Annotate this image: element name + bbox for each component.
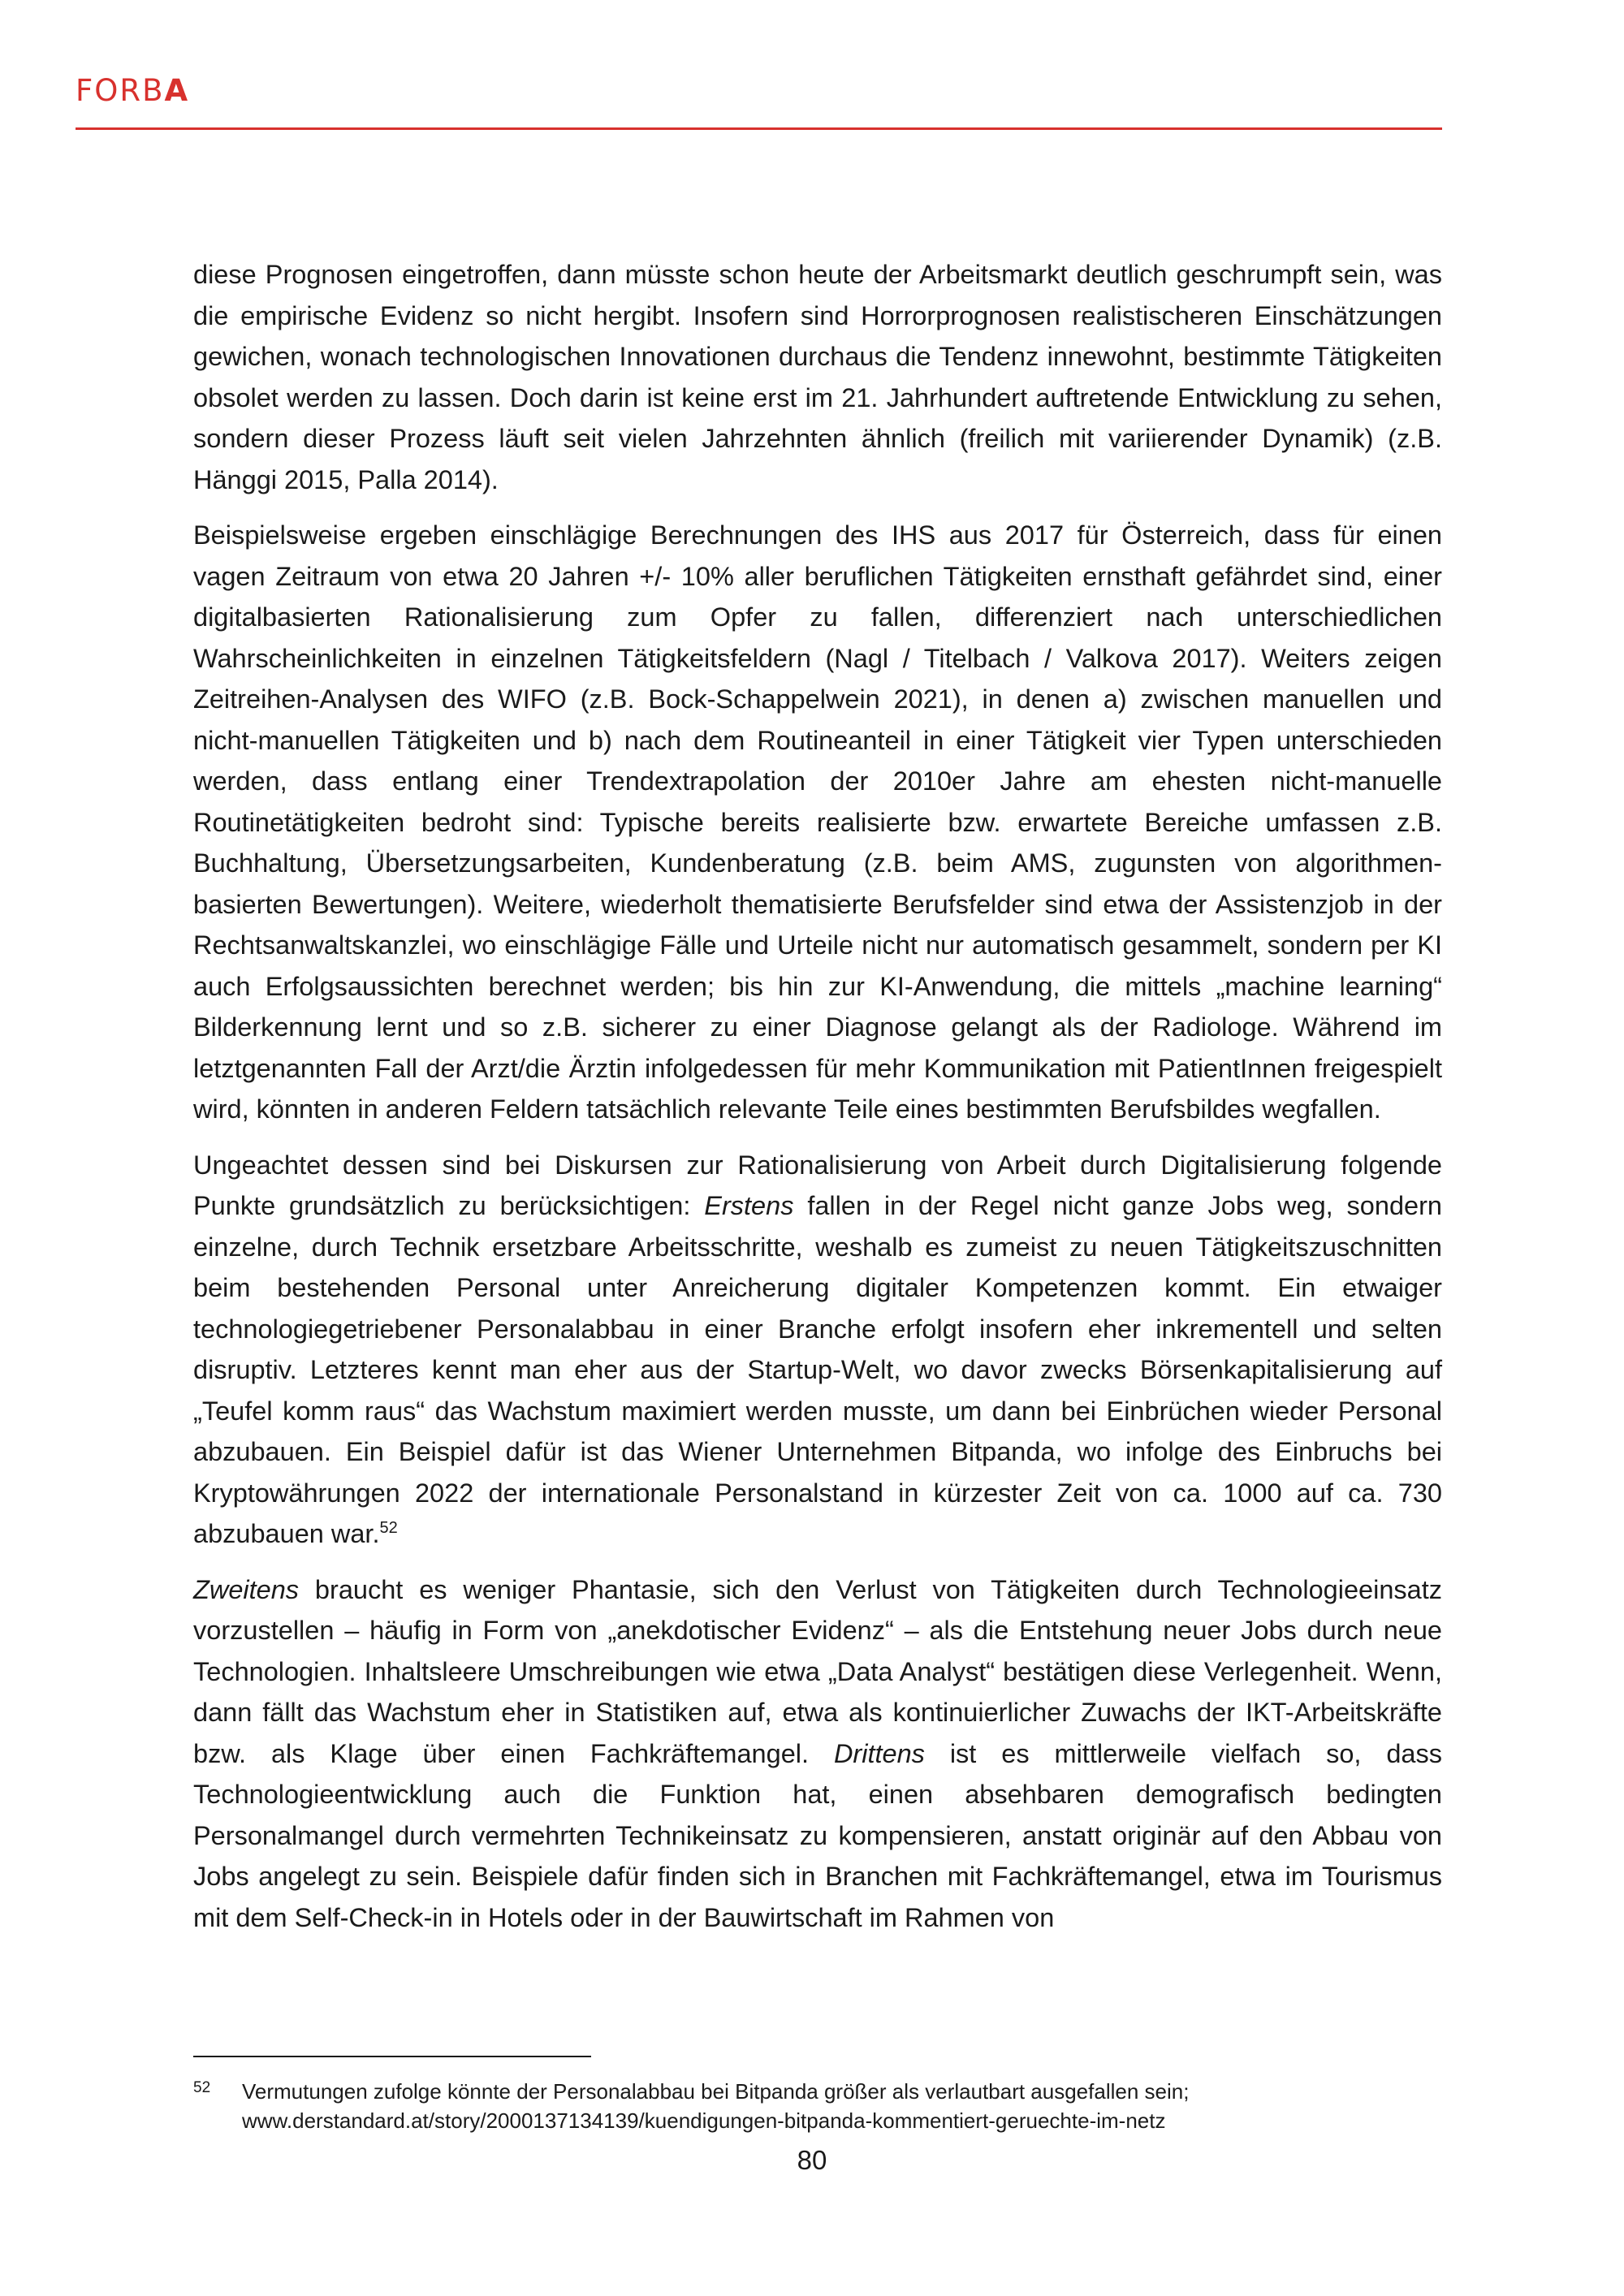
page-number: 80: [797, 2145, 827, 2175]
paragraph-4: [193, 1569, 1442, 1939]
logo-regular: FORB: [76, 73, 165, 108]
paragraph-4-text-a: braucht es weniger Phantasie, sich den Verlust von Tätigkeiten durch Technologieeinsatz vorzustellen – häufig in Form von „anekdotischer Evidenz“ – als die Entstehung neuer Jobs durch neue Technologien. Inhaltsleere Umschreibungen wie etwa „Data Analyst“ bestätigen diese Verlegenheit. Wenn, dann fällt das Wachstum eher in Statistiken auf, etwa als kontinuierlicher Zuwachs der IKT-Arbeitskräfte bzw. als Klage über einen Fachkräftemangel.: [193, 1574, 1442, 1768]
paragraph-3-emphasis: Erstens: [704, 1191, 794, 1220]
main-text: [193, 254, 1442, 1953]
paragraph-1: diese Prognosen eingetroffen, dann müsste schon heute der Arbeitsmarkt deutlich geschrumpft sein, was die empirische Evidenz so nicht hergibt. Insofern sind Horrorprognosen realistischeren Einschätzungen gewichen, wonach technologischen Innovationen durchaus die Tendenz innewohnt, bestimmte Tätigkeiten obsolet werden zu lassen. Doch darin ist keine erst im 21. Jahrhundert auftretende Entwicklung zu sehen, sondern dieser Prozess läuft seit vielen Jahrzehnten ähnlich (freilich mit variierender Dynamik) (z.B. Hänggi 2015, Palla 2014).: [193, 260, 1442, 494]
footnote-number: 52: [193, 2079, 211, 2096]
footnote-divider: [193, 2056, 591, 2057]
logo-bold: A: [164, 73, 190, 108]
paragraph-3-text-b: fallen in der Regel nicht ganze Jobs weg, sondern einzelne, durch Technik ersetzbare Arbeitsschritte, weshalb es zumeist zu neuen Tätigkeitszuschnitten beim bestehenden Personal unter Anreicherung digitaler Kompetenzen kommt. Ein etwaiger technologiegetriebener Personalabbau in einer Branche erfolgt insofern eher inkrementell und selten disruptiv. Letzteres kennt man eher aus der Startup-Welt, wo davor zwecks Börsenkapitalisierung auf „Teufel komm raus“ das Wachstum maximiert werden musste, um dann bei Einbrüchen wieder Personal abzubauen. Ein Beispiel dafür ist das Wiener Unternehmen Bitpanda, wo infolge des Einbruchs bei Kryptowährungen 2022 der internationale Personalstand in kürzester Zeit von ca. 1000 auf ca. 730 abzubauen war.: [193, 1191, 1443, 1548]
paragraph-4-emphasis-1: Zweitens: [193, 1574, 300, 1604]
paragraph-4-emphasis-2: Drittens: [833, 1738, 925, 1768]
paragraph-4-text-b: ist es mittlerweile vielfach so, dass Technologieentwicklung auch die Funktion hat, einen absehbaren demografisch bedingten Personalmangel durch vermehrten Technikeinsatz zu kompensieren, anstatt originär auf den Abbau von Jobs angelegt zu sein. Beispiele dafür finden sich in Branchen mit Fachkräftemangel, etwa im Tourismus mit dem Self-Check-in in Hotels oder in der Bauwirtschaft im Rahmen von: [193, 1738, 1442, 1932]
footnote-text: Vermutungen zufolge könnte der Personalabbau bei Bitpanda größer als verlautbart ausgefallen sein; www.derstandard.at/story/2000137134139/kuendigungen-bitpanda-kommentiert-geruechte-im-netz: [242, 2079, 1190, 2133]
header-divider: [76, 127, 1442, 130]
footnote-reference[interactable]: 52: [379, 1519, 398, 1537]
paragraph-2: Beispielsweise ergeben einschlägige Berechnungen des IHS aus 2017 für Österreich, dass für einen vagen Zeitraum von etwa 20 Jahren +/- 10% aller beruflichen Tätigkeiten ernsthaft gefährdet sind, einer digitalbasierten Rationalisierung zum Opfer zu fallen, differenziert nach unterschiedlichen Wahrscheinlichkeiten in einzelnen Tätigkeitsfeldern (Nagl / Titelbach / Valkova 2017). Weiters zeigen Zeitreihen-Analysen des WIFO (z.B. Bock-Schappelwein 2021), in denen a) zwischen manuellen und nicht-manuellen Tätigkeiten und b) nach dem Routineanteil in einer Tätigkeit vier Typen unterschieden werden, dass entlang einer Trendextrapolation der 2010er Jahre am ehesten nicht-manuelle Routinetätigkeiten bedroht sind: Typische bereits realisierte bzw. erwartete Bereiche umfassen z.B. Buchhaltung, Übersetzungsarbeiten, Kundenberatung (z.B. beim AMS, zugunsten von algorithmen-basierten Bewertungen). Weitere, wiederholt thematisierte Berufsfelder sind etwa der Assistenzjob in der Rechtsanwaltskanzlei, wo einschlägige Fälle und Urteile nicht nur automatisch gesammelt, sondern per KI auch Erfolgsaussichten berechnet werden; bis hin zur KI-Anwendung, die mittels „machine learning“ Bilderkennung lernt und so z.B. sicherer zu einer Diagnose gelangt als der Radiologe. Während im letztgenannten Fall der Arzt/die Ärztin infolgedessen für mehr Kommunikation mit PatientInnen freigespielt wird, könnten in anderen Feldern tatsächlich relevante Teile eines bestimmten Berufsbildes wegfallen.: [193, 520, 1442, 1124]
forba-logo: [76, 73, 189, 108]
paragraph-3: [193, 1145, 1442, 1555]
footnote: [193, 2077, 1442, 2135]
paragraph-3-text-a: Ungeachtet dessen sind bei Diskursen zur Rationalisierung von Arbeit durch Digitalisierung folgende Punkte grundsätzlich zu berücksichtigen:: [193, 1150, 1442, 1220]
